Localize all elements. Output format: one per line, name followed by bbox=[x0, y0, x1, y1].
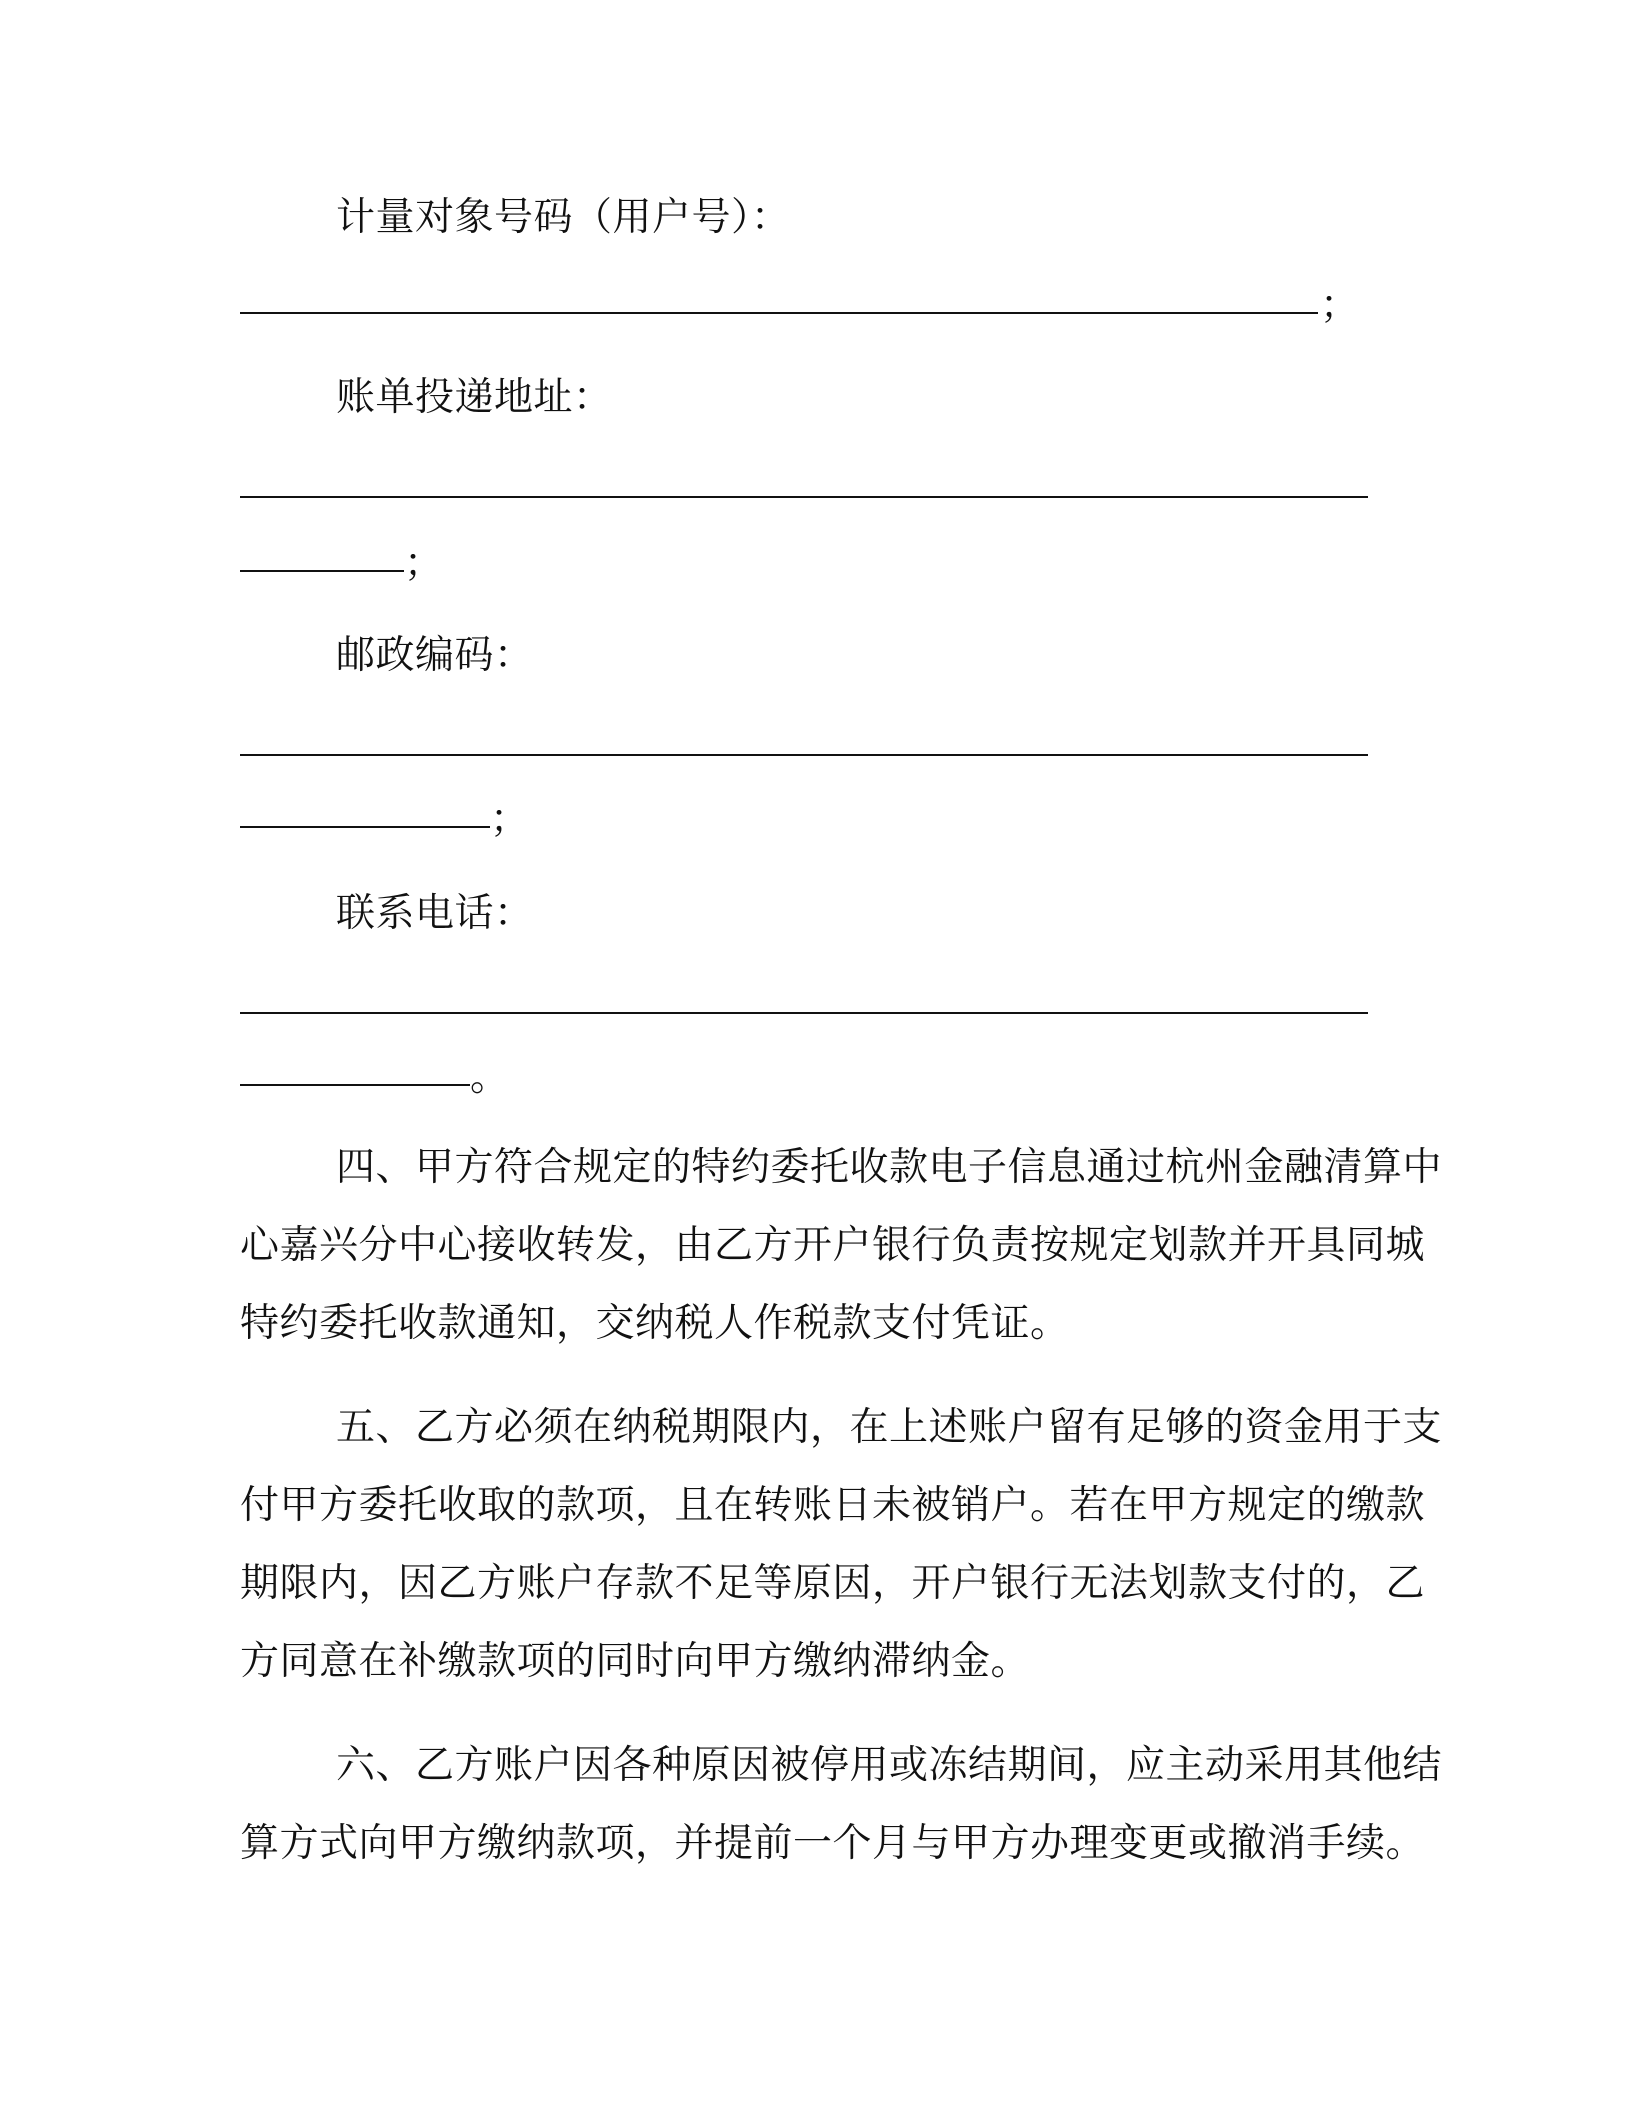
phone-end: 。 bbox=[470, 1055, 510, 1100]
clause-five-line-4: 方同意在补缴款项的同时向甲方缴纳滞纳金。 bbox=[240, 1639, 1031, 1684]
clause-five-line-2: 付甲方委托收取的款项，且在转账日未被销户。若在甲方规定的缴款 bbox=[240, 1483, 1426, 1528]
postal-code-end: ； bbox=[490, 797, 530, 842]
phone-blank-1[interactable] bbox=[240, 1012, 1368, 1014]
clause-four-line-1: 四、甲方符合规定的特约委托收款电子信息通过杭州金融清算中 bbox=[336, 1145, 1443, 1190]
postal-code-blank-2[interactable] bbox=[240, 826, 490, 828]
meter-number-end: ； bbox=[1320, 283, 1360, 328]
meter-number-label: 计量对象号码（用户号）： bbox=[336, 195, 791, 240]
clause-four-line-3: 特约委托收款通知，交纳税人作税款支付凭证。 bbox=[240, 1301, 1070, 1346]
bill-address-blank-1[interactable] bbox=[240, 496, 1368, 498]
postal-code-label: 邮政编码： bbox=[336, 633, 534, 678]
phone-label: 联系电话： bbox=[336, 891, 534, 936]
bill-address-end: ； bbox=[404, 541, 444, 586]
bill-address-blank-2[interactable] bbox=[240, 570, 404, 572]
clause-six-line-1: 六、乙方账户因各种原因被停用或冻结期间，应主动采用其他结 bbox=[336, 1743, 1443, 1788]
phone-blank-2[interactable] bbox=[240, 1084, 470, 1086]
postal-code-blank-1[interactable] bbox=[240, 754, 1368, 756]
bill-address-label: 账单投递地址： bbox=[336, 375, 613, 420]
clause-six-line-2: 算方式向甲方缴纳款项，并提前一个月与甲方办理变更或撤消手续。 bbox=[240, 1821, 1426, 1866]
meter-number-blank[interactable] bbox=[240, 312, 1318, 314]
clause-five-line-3: 期限内，因乙方账户存款不足等原因，开户银行无法划款支付的，乙 bbox=[240, 1561, 1426, 1606]
clause-four-line-2: 心嘉兴分中心接收转发，由乙方开户银行负责按规定划款并开具同城 bbox=[240, 1223, 1426, 1268]
clause-five-line-1: 五、乙方必须在纳税期限内，在上述账户留有足够的资金用于支 bbox=[336, 1405, 1443, 1450]
